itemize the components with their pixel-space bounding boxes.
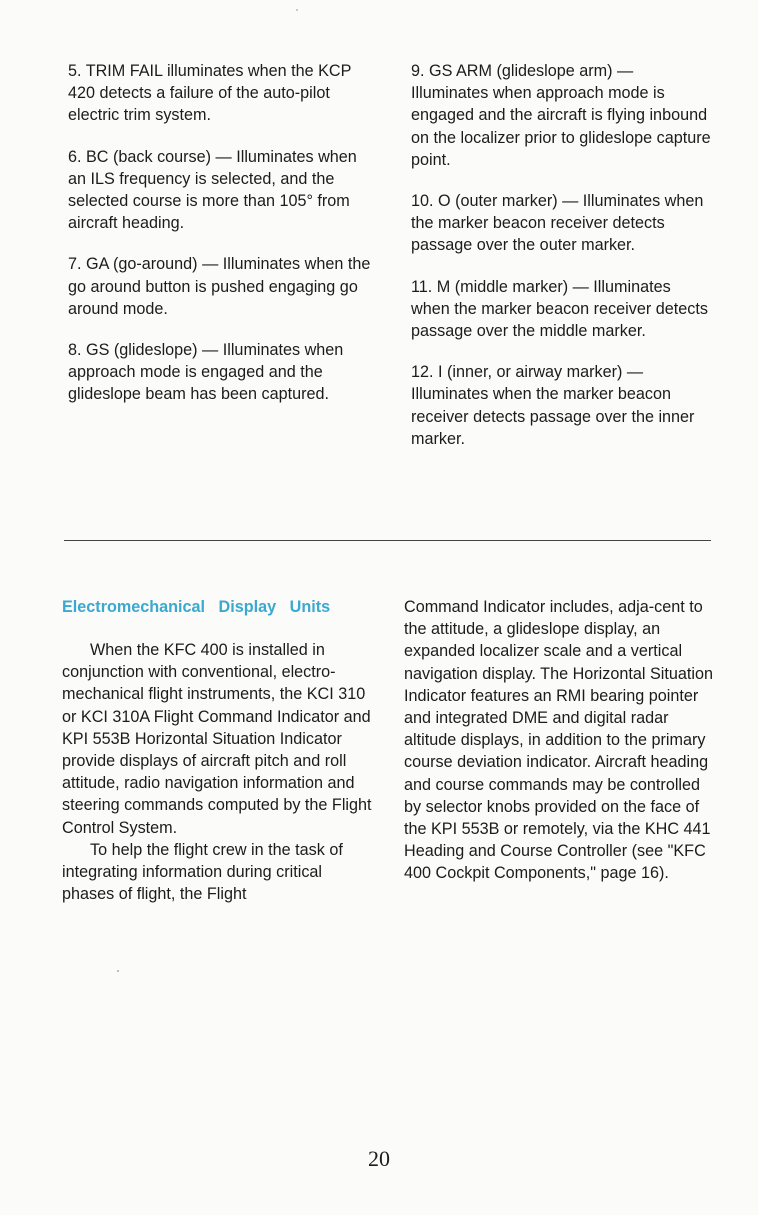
- annunciator-list-left: [68, 60, 373, 425]
- annunciator-list-right: [411, 60, 711, 469]
- annunciator-item-ga: 7. GA (go-around) — Illuminates when the go around button is pushed engaging go around mode.: [68, 255, 371, 318]
- speck: [296, 9, 298, 11]
- speck: [117, 970, 119, 972]
- page-number: 20: [368, 1146, 390, 1171]
- annunciator-item-outer-marker: 10. O (outer marker) — Illuminates when the marker beacon receiver detects passage over the outer marker.: [411, 192, 704, 255]
- annunciator-item-gs-arm: 9. GS ARM (glideslope arm) — Illuminates when approach mode is engaged and the aircraft is flying inbound on the localizer prior to glideslope capture point.: [411, 62, 711, 169]
- section-divider: [64, 540, 711, 541]
- section-heading: Electromechanical Display Units: [62, 598, 331, 616]
- section-paragraph-3: Command Indicator includes, adja-cent to the attitude, a glideslope display, an expanded localizer scale and a vertical navigation display. The Horizontal Situation Indicator features an RMI bearing pointer and integrated DME and digital radar altitude displays, in addition to the primary course deviation indicator. Aircraft heading and course commands may be controlled by selector knobs provided on the face of the KPI 553B or remotely, via the KHC 441 Heading and Course Controller (see "KFC 400 Cockpit Components," page 16).: [404, 598, 713, 883]
- section-paragraph-2: To help the flight crew in the task of integrating information during critical phases of flight, the Flight: [62, 840, 343, 904]
- section-paragraph-1: When the KFC 400 is installed in conjunction with conventional, electro-mechanical flight instruments, the KCI 310 or KCI 310A Flight Command Indicator and KPI 553B Horizontal Situation Indicator provide displays of aircraft pitch and roll attitude, radio navigation information and steering commands computed by the Flight Control System.: [62, 641, 372, 837]
- annunciator-item-middle-marker: 11. M (middle marker) — Illuminates when the marker beacon receiver detects passage over the middle marker.: [411, 277, 708, 341]
- section-right-column: [404, 596, 714, 885]
- annunciator-item-bc: 6. BC (back course) — Illuminates when an ILS frequency is selected, and the selected course is more than 105° from aircraft heading.: [68, 147, 357, 233]
- section-left-column: [62, 596, 374, 905]
- annunciator-item-inner-marker: 12. I (inner, or airway marker) — Illuminates when the marker beacon receiver detects passage over the inner marker.: [411, 363, 695, 448]
- annunciator-item-trim-fail: 5. TRIM FAIL illuminates when the KCP 420 detects a failure of the auto-pilot electric trim system.: [68, 62, 352, 125]
- annunciator-item-gs: 8. GS (glideslope) — Illuminates when approach mode is engaged and the glideslope beam has been captured.: [68, 341, 344, 404]
